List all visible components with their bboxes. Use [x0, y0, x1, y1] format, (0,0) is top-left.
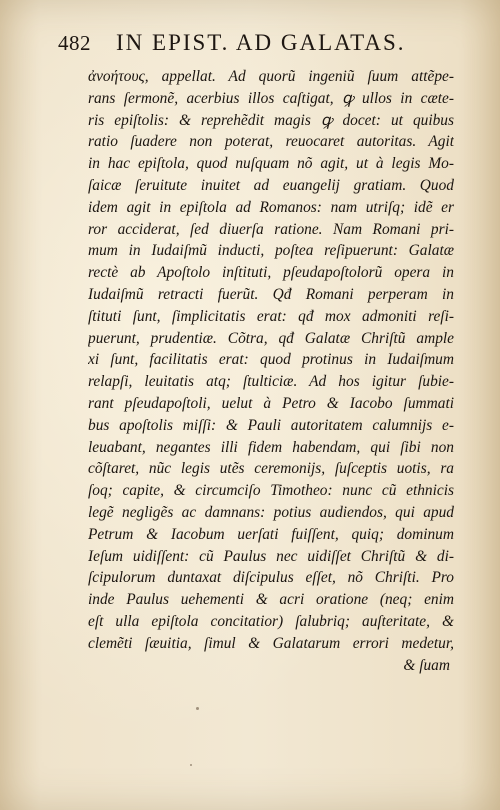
text-line: Iudaiſmũ retracti fuerũt. Qđ Romani perperam in	[88, 285, 454, 303]
text-line: ἀνοήτους, appellat. Ad quorũ ingeniũ ſuum attẽpe-	[88, 68, 454, 85]
ink-speck	[196, 707, 199, 710]
text-line: ſtituti ſunt, ſimplicitatis erat: qđ mox admoniti reſi-	[88, 307, 454, 325]
text-line: rectè ab Apoſtolo inſtituti, pſeudapoſtolorũ opera in	[88, 264, 454, 282]
running-head: IN EPIST. AD GALATAS.	[116, 30, 406, 55]
text-line: ris epiſtolis: & reprehẽdit magis ꝙ docet: ut quibus	[88, 111, 454, 129]
text-line: ſaicæ ſeruitute inuitet ad euangelij gratiam. Quod	[88, 176, 454, 194]
text-line: leuabant, negantes illi fidem habendam, qui ſibi non	[88, 438, 454, 456]
text-line: puerunt, prudentiæ. Cõtra, qđ Galatæ Chriſtũ ample	[88, 329, 454, 347]
text-line: xi ſunt, facilitatis erat: quod protinus in Iudaiſmum	[88, 351, 454, 369]
text-line: mum in Iudaiſmũ inducti, poſtea reſipuerunt: Galatæ	[88, 242, 454, 260]
text-line: ſcipulorum duntaxat diſcipulus eſſet, nõ Chriſti. Pro	[88, 569, 454, 587]
text-line: relapſi, leuitatis atq; ſtulticiæ. Ad hos igitur ſubie-	[88, 373, 454, 391]
text-line: legẽ negligẽs ac damnans: potius audiendos, qui apud	[88, 503, 454, 521]
text-line: Ieſum uidiſſent: cũ Paulus nec uidiſſet Chriſtũ & di-	[88, 547, 454, 565]
text-line: ſoq; capite, & circumciſo Timotheo: nunc cũ ethnicis	[88, 482, 454, 500]
text-line: eſt ulla epiſtola concitatior) ſalubriq; auſteritate, &	[88, 612, 454, 630]
text-line: ror acciderat, ſed diuerſa ratione. Nam Romani pri-	[88, 220, 454, 238]
text-line: bus apoſtolis miſſi: & Pauli autoritatem calumnijs e-	[88, 416, 454, 434]
text-line: Petrum & Iacobum uerſati fuiſſent, quiq; dominum	[88, 525, 454, 543]
text-line: rans ſermonẽ, acerbius illos caſtigat, ꝙ ullos in cæte-	[88, 89, 454, 107]
text-line: in hac epiſtola, quod nuſquam nõ agit, ut à legis Mo-	[88, 155, 454, 173]
catchword: & ſuam	[403, 656, 450, 674]
page-number: 482	[58, 31, 91, 55]
text-line: inde Paulus uehementi & acri oratione (neq; enim	[88, 591, 454, 609]
text-line: clemẽti ſæuitia, ſimul & Galatarum errori medetur,	[88, 634, 454, 652]
text-line: idem agit in epiſtola ad Romanos: nam utriſq; idẽ er	[88, 198, 454, 216]
text-line: rant pſeudapoſtoli, uelut à Petro & Iacobo ſummati	[88, 394, 454, 412]
text-line: ratio ſuadere non poterat, reuocaret autoritas. Agit	[88, 133, 454, 151]
text-line: cõſtaret, nũc legis utẽs ceremonijs, ſuſceptis uotis, ra	[88, 460, 454, 478]
body-text	[88, 66, 454, 676]
page-header	[58, 30, 438, 56]
ink-speck	[190, 764, 192, 766]
